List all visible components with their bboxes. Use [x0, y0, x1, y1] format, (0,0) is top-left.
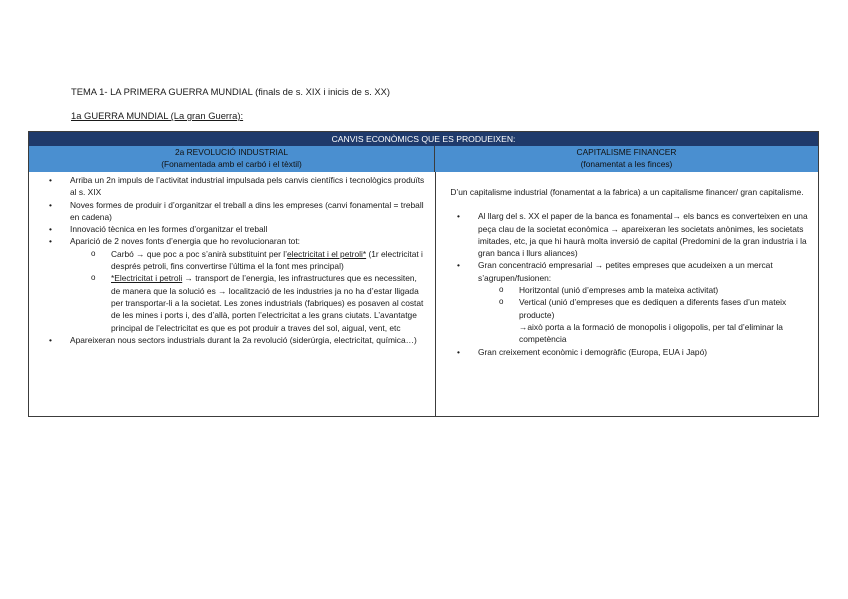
industrial-revolution-heading-cell: [29, 146, 435, 172]
changes-table: [28, 131, 819, 417]
list-item: • Gran concentració empresarial → petites empreses que acudeixen a un mercat s’agrupen/fusionen:: [437, 259, 817, 284]
financial-capitalism-subheading: (fonamentat a les finces): [580, 158, 673, 169]
industrial-revolution-content: [29, 174, 433, 346]
table-header: CANVIS ECONÒMICS QUE ES PRODUEIXEN:: [29, 132, 818, 146]
sub-list-item-electricity: [29, 272, 433, 333]
underlined-term: electricitat i el petroli*: [286, 248, 367, 259]
underlined-term: *Electricitat i petroli: [111, 273, 183, 284]
document-title: TEMA 1- LA PRIMERA GUERRA MUNDIAL (finals de s. XIX i inicis de s. XX): [71, 86, 391, 97]
sub-list-item-coal: [29, 248, 433, 273]
list-item: • Aparició de 2 noves fonts d’energia que ho revolucionaran tot:: [29, 235, 433, 247]
list-item: • Apareixeran nous sectors industrials durant la 2a revolució (siderúrgia, electricitat, química…): [29, 334, 433, 346]
sub-list-item: o Vertical (unió d’empreses que es dediquen a diferents fases d’un mateix producte): [437, 296, 817, 321]
list-item: • Arriba un 2n impuls de l’activitat industrial impulsada pels canvis científics i tecnològics produïts al s. XIX: [29, 174, 433, 199]
list-item: • Noves formes de produir i d’organitzar el treball a dins les empreses (canvi fonamental = treball en cadena): [29, 199, 433, 224]
list-item: • Al llarg del s. XX el paper de la banca es fonamental→ els bancs es converteixen en una peça clau de la societat econòmica → apareixeran les societats anònimes, les societats imitades, etc, ja que hi haurà molta inversió de capital (Predomini de la gran industria i la gran banca i llurs aliances): [437, 210, 817, 259]
column-divider: [435, 172, 436, 416]
industrial-revolution-subheading: (Fonamentada amb el carbó i el tèxtil): [161, 158, 302, 169]
section-heading: 1a GUERRA MUNDIAL (La gran Guerra):: [71, 110, 244, 121]
sub-list-note: →això porta a la formació de monopolis i oligopolis, per tal d’eliminar la competència: [519, 321, 783, 345]
industrial-revolution-heading: 2a REVOLUCIÓ INDUSTRIAL: [174, 147, 289, 157]
intro-text: D’un capitalisme industrial (fonamentat a la fabrica) a un capitalisme financer/ gran capitalisme.: [450, 187, 804, 197]
list-text: Carbó → que poc a poc s’anirà substituint per l’: [111, 248, 287, 259]
list-text: → transport de l’energia, les infrastructures que es necessiten, de manera que la solució es → localització de les industries ja no ha d’estar lligada per transportar-li a la societat. Les zones industrials (fabriques) es posaven al costat de les mines i ports i, des d’allà, porten l’electricitat a les grans ciutats. L’avantatge principal de l’electricitat es que es pot produir a traves del sol, aigual, vent, etc: [111, 273, 424, 333]
list-text: (1r electricitat i després petroli, fins convertirse l’última el la font mes principal): [111, 248, 423, 272]
financial-capitalism-content: [437, 174, 817, 358]
sub-list-item: o Horitzontal (unió d’empreses amb la mateixa activitat): [437, 284, 817, 296]
list-item: • Gran creixement econòmic i demogràfic (Europa, EUA i Japó): [437, 346, 817, 358]
financial-capitalism-heading: CAPITALISME FINANCER: [576, 147, 677, 157]
list-item: • Innovació tècnica en les formes d’organitzar el treball: [29, 223, 433, 235]
financial-capitalism-heading-cell: [435, 146, 818, 172]
